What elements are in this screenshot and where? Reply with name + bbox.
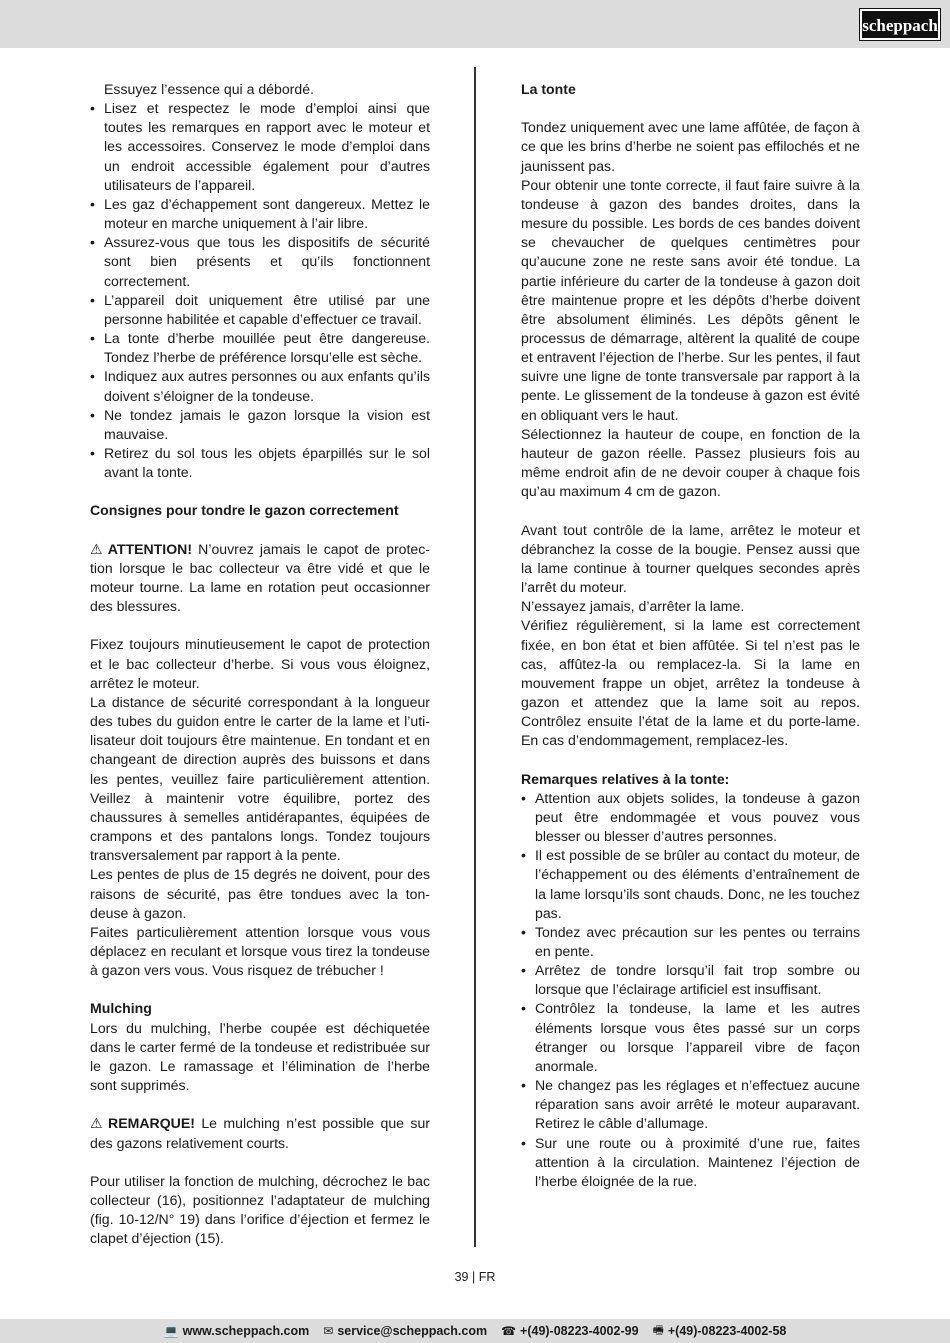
attention-paragraph <box>90 540 430 617</box>
column-divider <box>474 67 476 1247</box>
warning-icon: ⚠ <box>90 1115 106 1132</box>
footer-phone-text: +(49)-08223-4002-99 <box>520 1324 639 1338</box>
paragraph: Faites particulièrement attention lorsque vous vous déplacez en reculant et lorsque vous tirez la tondeuse à gazon vers vous. Vous risquez de trébucher ! <box>90 923 430 979</box>
remarque-text: Le mulching n’est possible que sur des gazons relativement courts. <box>90 1115 430 1151</box>
list-item: • Lisez et respectez le mode d’emploi ainsi que toutes les remarques en rapport avec le moteur et les accessoires. Conservez le mode d’emploi dans un endroit accessible également pour d’autres utilisateurs de l’appareil. <box>90 99 430 195</box>
computer-icon: 💻 <box>163 1324 179 1338</box>
page-number: 39 | FR <box>454 1270 496 1284</box>
paragraph: Pour utiliser la fonction de mulching, décrochez le bac collecteur (16), positionnez l’adaptateur de mulching (fig. 10-12/N° 19) dans l’orifice d’éjection et fermez le clapet d’éjection (15). <box>90 1172 430 1247</box>
footer-mail-text: service@scheppach.com <box>337 1324 488 1338</box>
section-heading-remarques: Remarques relatives à la tonte: <box>521 770 730 787</box>
list-item: • La tonte d’herbe mouillée peut être dangereuse. Tondez l’herbe de préférence lorsqu’elle est sèche. <box>90 329 430 367</box>
footer-bar <box>0 1319 950 1343</box>
paragraph: N’essayez jamais, d’arrêter la lame. <box>521 598 745 615</box>
list-item: • Ne tondez jamais le gazon lorsque la vision est mauvaise. <box>90 406 430 444</box>
list-item: • Contrôlez la tondeuse, la lame et les autres éléments lorsque vous êtes passé sur un corps étranger ou lorsque l’appareil vibre de façon anormale. <box>521 999 860 1076</box>
list-item: • Indiquez aux autres personnes ou aux enfants qu’ils doivent s’éloigner de la tondeuse. <box>90 367 430 405</box>
remarque-paragraph <box>90 1114 430 1152</box>
paragraph: Sélectionnez la hauteur de coupe, en fonction de la hauteur de gazon réelle. Passez plusieurs fois au même endroit afin de ne devoir couper à chaque fois qu’au maximum 4 cm de gazon. <box>521 425 860 500</box>
list-item: • Tondez avec précaution sur les pentes ou terrains en pente. <box>521 923 860 961</box>
list-item: • Les gaz d’échappement sont dangereux. Mettez le moteur en marche uniquement à l’air libre. <box>90 195 430 233</box>
list-item: • Ne changez pas les réglages et n’effectuez aucune réparation sans avoir arrêté le moteur auparavant. Retirez le câble d’allumage. <box>521 1076 860 1133</box>
list-item: • Assurez-vous que tous les dispositifs de sécurité sont bien présents et qu’ils fonctionnent correctement. <box>90 233 430 290</box>
section-heading-consignes: Consignes pour tondre le gazon correctement <box>90 502 399 519</box>
list-item: • Arrêtez de tondre lorsqu’il fait trop sombre ou lorsque que l’éclairage artificiel est insuffisant. <box>521 961 860 999</box>
section-heading-tonte: La tonte <box>521 81 576 97</box>
intro-line: Essuyez l’essence qui a débordé. <box>104 81 314 97</box>
paragraph: Pour obtenir une tonte correcte, il faut faire suivre à la tondeuse à gazon des bandes droites, dans la mesure du possible. Les bords de ces bandes doivent se chevaucher de quelques centimètres pour qu’aucune zone ne reste sans avoir été tondue. La partie inférieure du carter de la tondeuse à gazon doit être maintenue propre et les dépôts d’herbe doivent être absolument éliminés. Les dépôts gênent le processus de démarrage, altèrent la qualité de coupe et entravent l’éjection de l’herbe. Sur les pentes, il faut suivre une ligne de tonte transversale par rapport à la pente. Le glissement de la tondeuse à gazon est évité en obliquant vers le haut. <box>521 176 860 423</box>
header-bar <box>0 0 950 48</box>
phone-icon: ☎ <box>501 1324 517 1338</box>
paragraph: Les pentes de plus de 15 degrés ne doivent, pour des raisons de sécurité, pas être tondues avec la tondeuse à gazon. <box>90 866 430 921</box>
right-column <box>521 80 860 1191</box>
mail-icon: ✉ <box>323 1324 334 1338</box>
footer-web-text: www.scheppach.com <box>182 1324 310 1338</box>
footer-fax-text: +(49)-08223-4002-58 <box>667 1324 787 1338</box>
list-item: • Attention aux objets solides, la tondeuse à gazon peut être endommagée et vous pouvez vous blesser ou blesser d’autres personnes. <box>521 789 860 846</box>
list-item: • Sur une route ou à proximité d’une rue, faites attention à la circulation. Maintenez l’éjection de l’herbe éloignée de la rue. <box>521 1134 860 1191</box>
paragraph: Vérifiez régulièrement, si la lame est correctement fixée, en bon état et bien affûtée. Si tel n’est pas le cas, affûtez-la ou remplacez-la. Si la lame en mouvement frappe un objet, arrêtez la tondeuse à gazon et attendez que la lame soit au repos. Contrôlez ensuite l’état de la lame et du porte-lame. En cas d’endommagement, remplacez-les. <box>521 617 860 749</box>
left-column <box>90 80 430 1248</box>
paragraph: Tondez uniquement avec une lame affûtée, de façon à ce que les brins d’herbe ne soient pas effilochés et ne jaunissent pas. <box>521 119 861 174</box>
attention-label: ATTENTION! <box>107 540 193 557</box>
remarque-label: REMARQUE! <box>108 1115 195 1132</box>
remarks-list <box>521 789 860 1191</box>
warning-icon: ⚠ <box>90 540 105 557</box>
paragraph: La distance de sécurité correspondant à la longueur des tubes du guidon entre le carter de la lame et l’utilisateur doit toujours être maintenue. En tondant et en changeant de direction auprès des buissons et dans les pentes, veuillez faire particulièrement attention. Veillez à maintenir votre équilibre, portez des chaussures à semelles antidérapantes, équipées de crampons et des pantalons longs. Tondez toujours transversalement par rapport à la pente. <box>90 693 430 864</box>
footer-phone <box>501 1324 638 1338</box>
attention-text: N’ouvrez jamais le capot de protection lorsque le bac collecteur va être vidé et que le moteur tourne. La lame en rotation peut occasionner des blessures. <box>90 540 430 615</box>
brand-logo: scheppach <box>860 9 940 40</box>
list-item: • Retirez du sol tous les objets éparpillés sur le sol avant la tonte. <box>90 444 430 482</box>
fax-icon: 🖷 <box>652 1322 664 1337</box>
list-item: • L’appareil doit uniquement être utilisé par une personne habilitée et capable d’effectuer ce travail. <box>90 291 430 329</box>
paragraph: Fixez toujours minutieusement le capot de protection et le bac collecteur d’herbe. Si vous vous éloignez, arrêtez le moteur. <box>90 636 430 691</box>
footer-fax <box>653 1321 787 1342</box>
paragraph: Lors du mulching, l’herbe coupée est déchiquetée dans le carter fermé de la tondeuse et redistribuée sur le gazon. Le ramassage et l’élimination de l’herbe sont supprimés. <box>90 1019 430 1094</box>
safety-list <box>90 99 430 482</box>
paragraph: Avant tout contrôle de la lame, arrêtez le moteur et débranchez la cosse de la bougie. Pensez aussi que la lame continue à tourner quelques secondes après l’arrêt du moteur. <box>521 521 860 596</box>
footer-mail[interactable] <box>323 1324 487 1338</box>
footer-web[interactable] <box>164 1324 310 1338</box>
list-item: • Il est possible de se brûler au contact du moteur, de l’échappement ou des éléments d’entraînement de la lame lorsqu’ils sont chauds. Donc, ne les touchez pas. <box>521 846 860 923</box>
section-heading-mulching: Mulching <box>90 1000 152 1017</box>
